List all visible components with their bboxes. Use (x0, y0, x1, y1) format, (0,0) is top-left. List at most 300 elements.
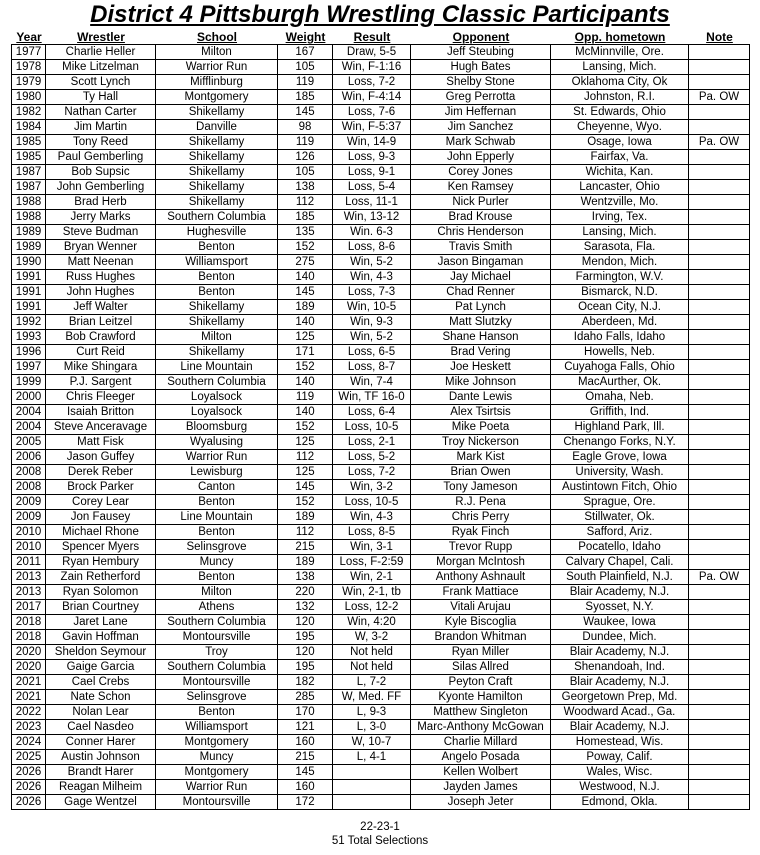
cell-opp-hometown: Idaho Falls, Idaho (551, 330, 689, 345)
table-row (12, 465, 750, 480)
cell-opponent: Morgan McIntosh (411, 555, 551, 570)
page-title: District 4 Pittsburgh Wrestling Classic Participants (90, 1, 670, 28)
table-row (12, 795, 750, 810)
cell-year: 2013 (12, 570, 46, 585)
cell-note: Pa. OW (689, 90, 750, 105)
cell-school: Line Mountain (156, 360, 278, 375)
cell-note (689, 105, 750, 120)
cell-opp-hometown: Oklahoma City, Ok (551, 75, 689, 90)
cell-wrestler: Mike Shingara (46, 360, 156, 375)
cell-note (689, 120, 750, 135)
cell-year: 2018 (12, 630, 46, 645)
cell-school: Southern Columbia (156, 615, 278, 630)
table-row (12, 480, 750, 495)
cell-opponent: Anthony Ashnault (411, 570, 551, 585)
cell-school: Canton (156, 480, 278, 495)
cell-note (689, 720, 750, 735)
table-row (12, 360, 750, 375)
cell-opp-hometown: Wichita, Kan. (551, 165, 689, 180)
cell-opponent: Jay Michael (411, 270, 551, 285)
cell-wrestler: John Hughes (46, 285, 156, 300)
cell-school: Williamsport (156, 720, 278, 735)
cell-weight: 120 (278, 645, 333, 660)
cell-result: L, 4-1 (333, 750, 411, 765)
cell-wrestler: Curt Reid (46, 345, 156, 360)
cell-year: 1990 (12, 255, 46, 270)
cell-opp-hometown: Waukee, Iowa (551, 615, 689, 630)
cell-wrestler: Nathan Carter (46, 105, 156, 120)
cell-year: 1985 (12, 150, 46, 165)
table-row (12, 510, 750, 525)
cell-school: Milton (156, 330, 278, 345)
cell-year: 2018 (12, 615, 46, 630)
cell-opp-hometown: University, Wash. (551, 465, 689, 480)
cell-weight: 275 (278, 255, 333, 270)
cell-opponent: Troy Nickerson (411, 435, 551, 450)
cell-opp-hometown: Stillwater, Ok. (551, 510, 689, 525)
cell-result: Win, 4-3 (333, 510, 411, 525)
cell-year: 2024 (12, 735, 46, 750)
participants-table (11, 44, 750, 810)
header-opp-hometown: Opp. hometown (574, 30, 666, 44)
cell-opponent: Chad Renner (411, 285, 551, 300)
cell-note (689, 645, 750, 660)
cell-weight: 145 (278, 480, 333, 495)
table-row (12, 630, 750, 645)
cell-note (689, 240, 750, 255)
cell-wrestler: Nolan Lear (46, 705, 156, 720)
cell-note (689, 45, 750, 60)
cell-opponent: Marc-Anthony McGowan (411, 720, 551, 735)
cell-note (689, 300, 750, 315)
table-row (12, 405, 750, 420)
cell-opponent: Frank Mattiace (411, 585, 551, 600)
cell-opponent: Mark Schwab (411, 135, 551, 150)
cell-opp-hometown: Bismarck, N.D. (551, 285, 689, 300)
table-row (12, 705, 750, 720)
table-row (12, 765, 750, 780)
cell-school: Benton (156, 705, 278, 720)
cell-opp-hometown: Blair Academy, N.J. (551, 720, 689, 735)
cell-school: Montgomery (156, 765, 278, 780)
cell-opp-hometown: Farmington, W.V. (551, 270, 689, 285)
table-row (12, 390, 750, 405)
cell-year: 1979 (12, 75, 46, 90)
cell-school: Southern Columbia (156, 210, 278, 225)
cell-school: Shikellamy (156, 300, 278, 315)
cell-school: Montgomery (156, 90, 278, 105)
cell-opponent: Joe Heskett (411, 360, 551, 375)
cell-year: 2009 (12, 510, 46, 525)
cell-school: Mifflinburg (156, 75, 278, 90)
cell-year: 2000 (12, 390, 46, 405)
cell-opponent: Jeff Steubing (411, 45, 551, 60)
cell-weight: 138 (278, 570, 333, 585)
cell-school: Shikellamy (156, 345, 278, 360)
cell-wrestler: Scott Lynch (46, 75, 156, 90)
cell-wrestler: Mike Litzelman (46, 60, 156, 75)
cell-note (689, 540, 750, 555)
cell-year: 1992 (12, 315, 46, 330)
cell-weight: 125 (278, 330, 333, 345)
cell-opponent: Angelo Posada (411, 750, 551, 765)
cell-school: Shikellamy (156, 195, 278, 210)
header-result: Result (353, 30, 391, 44)
header-opponent: Opponent (452, 30, 510, 44)
cell-result: Win, F-5:37 (333, 120, 411, 135)
cell-wrestler: Bob Supsic (46, 165, 156, 180)
cell-weight: 171 (278, 345, 333, 360)
cell-opponent: Corey Jones (411, 165, 551, 180)
cell-opp-hometown: McMinnville, Ore. (551, 45, 689, 60)
cell-weight: 98 (278, 120, 333, 135)
table-row (12, 255, 750, 270)
table-row (12, 300, 750, 315)
cell-school: Benton (156, 495, 278, 510)
cell-school: Montoursville (156, 630, 278, 645)
cell-weight: 152 (278, 420, 333, 435)
cell-opponent: Trevor Rupp (411, 540, 551, 555)
cell-school: Shikellamy (156, 150, 278, 165)
cell-year: 2025 (12, 750, 46, 765)
cell-wrestler: Reagan Milheim (46, 780, 156, 795)
cell-note (689, 525, 750, 540)
cell-wrestler: Steve Budman (46, 225, 156, 240)
cell-result: Win, 9-3 (333, 315, 411, 330)
cell-weight: 189 (278, 510, 333, 525)
cell-opp-hometown: Blair Academy, N.J. (551, 675, 689, 690)
table-header (12, 30, 748, 44)
cell-school: Lewisburg (156, 465, 278, 480)
cell-school: Bloomsburg (156, 420, 278, 435)
cell-year: 2021 (12, 675, 46, 690)
table-row (12, 675, 750, 690)
table-row (12, 435, 750, 450)
cell-year: 1980 (12, 90, 46, 105)
cell-wrestler: Austin Johnson (46, 750, 156, 765)
cell-opponent: Jayden James (411, 780, 551, 795)
cell-opponent: Vitali Arujau (411, 600, 551, 615)
cell-wrestler: Matt Fisk (46, 435, 156, 450)
table-row (12, 45, 750, 60)
cell-note (689, 390, 750, 405)
cell-opponent: Mike Poeta (411, 420, 551, 435)
cell-weight: 185 (278, 90, 333, 105)
cell-wrestler: Corey Lear (46, 495, 156, 510)
cell-note (689, 360, 750, 375)
cell-note (689, 750, 750, 765)
cell-opp-hometown: Omaha, Neb. (551, 390, 689, 405)
cell-school: Wyalusing (156, 435, 278, 450)
cell-school: Benton (156, 570, 278, 585)
cell-wrestler: Conner Harer (46, 735, 156, 750)
cell-weight: 132 (278, 600, 333, 615)
cell-opponent: Ken Ramsey (411, 180, 551, 195)
cell-note (689, 600, 750, 615)
cell-school: Southern Columbia (156, 375, 278, 390)
table-row (12, 150, 750, 165)
cell-wrestler: Gage Wentzel (46, 795, 156, 810)
cell-weight: 112 (278, 450, 333, 465)
cell-note (689, 465, 750, 480)
cell-wrestler: Paul Gemberling (46, 150, 156, 165)
cell-year: 1993 (12, 330, 46, 345)
cell-year: 1997 (12, 360, 46, 375)
cell-result: Loss, 6-5 (333, 345, 411, 360)
cell-note (689, 450, 750, 465)
cell-result: Loss, 2-1 (333, 435, 411, 450)
table-row (12, 570, 750, 585)
cell-opponent: Jim Heffernan (411, 105, 551, 120)
cell-result: Loss, 12-2 (333, 600, 411, 615)
cell-wrestler: Cael Crebs (46, 675, 156, 690)
cell-weight: 285 (278, 690, 333, 705)
cell-year: 2021 (12, 690, 46, 705)
cell-school: Williamsport (156, 255, 278, 270)
table-row (12, 750, 750, 765)
header-year: Year (16, 30, 42, 44)
cell-note (689, 660, 750, 675)
cell-result: Loss, F-2:59 (333, 555, 411, 570)
cell-weight: 119 (278, 75, 333, 90)
cell-weight: 215 (278, 750, 333, 765)
table-row (12, 450, 750, 465)
cell-school: Troy (156, 645, 278, 660)
cell-weight: 170 (278, 705, 333, 720)
cell-opp-hometown: Woodward Acad., Ga. (551, 705, 689, 720)
cell-result: Not held (333, 645, 411, 660)
cell-result: Win, F-1:16 (333, 60, 411, 75)
table-row (12, 195, 750, 210)
cell-note (689, 195, 750, 210)
cell-opp-hometown: Griffith, Ind. (551, 405, 689, 420)
cell-opp-hometown: Shenandoah, Ind. (551, 660, 689, 675)
cell-opponent: Matthew Singleton (411, 705, 551, 720)
cell-opponent: Charlie Millard (411, 735, 551, 750)
cell-note (689, 285, 750, 300)
cell-opponent: Kyonte Hamilton (411, 690, 551, 705)
cell-weight: 172 (278, 795, 333, 810)
cell-opponent: Brandon Whitman (411, 630, 551, 645)
cell-result: Loss, 10-5 (333, 495, 411, 510)
cell-result: Loss, 8-6 (333, 240, 411, 255)
cell-result: Loss, 8-7 (333, 360, 411, 375)
cell-year: 1989 (12, 240, 46, 255)
cell-opponent: Shane Hanson (411, 330, 551, 345)
cell-school: Warrior Run (156, 60, 278, 75)
cell-opponent: Silas Allred (411, 660, 551, 675)
cell-wrestler: Nate Schon (46, 690, 156, 705)
cell-wrestler: Bob Crawford (46, 330, 156, 345)
cell-note (689, 690, 750, 705)
cell-note (689, 795, 750, 810)
cell-note (689, 630, 750, 645)
cell-year: 2004 (12, 420, 46, 435)
cell-wrestler: Charlie Heller (46, 45, 156, 60)
cell-wrestler: Jason Guffey (46, 450, 156, 465)
cell-opp-hometown: Dundee, Mich. (551, 630, 689, 645)
cell-weight: 145 (278, 765, 333, 780)
cell-result: Win, 7-4 (333, 375, 411, 390)
cell-weight: 152 (278, 360, 333, 375)
cell-school: Danville (156, 120, 278, 135)
cell-wrestler: Michael Rhone (46, 525, 156, 540)
cell-wrestler: Ryan Solomon (46, 585, 156, 600)
cell-wrestler: John Gemberling (46, 180, 156, 195)
cell-wrestler: Jim Martin (46, 120, 156, 135)
table-row (12, 225, 750, 240)
cell-wrestler: Brock Parker (46, 480, 156, 495)
cell-opp-hometown: Johnston, R.I. (551, 90, 689, 105)
cell-result: W, 3-2 (333, 630, 411, 645)
cell-year: 2008 (12, 480, 46, 495)
table-row (12, 240, 750, 255)
cell-school: Montgomery (156, 735, 278, 750)
cell-wrestler: Bryan Wenner (46, 240, 156, 255)
cell-result: Not held (333, 660, 411, 675)
cell-note (689, 225, 750, 240)
cell-note (689, 765, 750, 780)
cell-note (689, 705, 750, 720)
cell-weight: 182 (278, 675, 333, 690)
cell-opp-hometown: Lancaster, Ohio (551, 180, 689, 195)
cell-note: Pa. OW (689, 570, 750, 585)
cell-weight: 195 (278, 630, 333, 645)
cell-opp-hometown: Sprague, Ore. (551, 495, 689, 510)
table-row (12, 615, 750, 630)
cell-note: Pa. OW (689, 135, 750, 150)
cell-result: Loss, 5-4 (333, 180, 411, 195)
cell-opponent: Joseph Jeter (411, 795, 551, 810)
cell-result: Win, F-4:14 (333, 90, 411, 105)
cell-year: 1996 (12, 345, 46, 360)
cell-opponent: Greg Perrotta (411, 90, 551, 105)
cell-note (689, 615, 750, 630)
footer-record: 22-23-1 (360, 821, 400, 833)
cell-weight: 152 (278, 240, 333, 255)
cell-result: Loss, 7-2 (333, 75, 411, 90)
table-row (12, 105, 750, 120)
cell-year: 1991 (12, 270, 46, 285)
cell-weight: 121 (278, 720, 333, 735)
cell-opponent: Chris Perry (411, 510, 551, 525)
cell-year: 2010 (12, 540, 46, 555)
cell-wrestler: Zain Retherford (46, 570, 156, 585)
cell-result: Loss, 11-1 (333, 195, 411, 210)
table-row (12, 180, 750, 195)
cell-opp-hometown: Irving, Tex. (551, 210, 689, 225)
cell-weight: 140 (278, 270, 333, 285)
cell-year: 1988 (12, 210, 46, 225)
cell-opp-hometown: Mendon, Mich. (551, 255, 689, 270)
cell-wrestler: Cael Nasdeo (46, 720, 156, 735)
cell-year: 2010 (12, 525, 46, 540)
cell-opp-hometown: Sarasota, Fla. (551, 240, 689, 255)
cell-result: Loss, 7-6 (333, 105, 411, 120)
cell-year: 2005 (12, 435, 46, 450)
table-row (12, 165, 750, 180)
cell-school: Shikellamy (156, 315, 278, 330)
cell-school: Benton (156, 525, 278, 540)
cell-note (689, 420, 750, 435)
cell-wrestler: Jerry Marks (46, 210, 156, 225)
cell-opp-hometown: Cuyahoga Falls, Ohio (551, 360, 689, 375)
cell-opponent: Alex Tsirtsis (411, 405, 551, 420)
cell-result (333, 765, 411, 780)
cell-weight: 140 (278, 375, 333, 390)
cell-opp-hometown: Osage, Iowa (551, 135, 689, 150)
table-row (12, 645, 750, 660)
cell-note (689, 255, 750, 270)
cell-wrestler: Ty Hall (46, 90, 156, 105)
cell-weight: 138 (278, 180, 333, 195)
cell-school: Benton (156, 240, 278, 255)
cell-opponent: Nick Purler (411, 195, 551, 210)
cell-note (689, 345, 750, 360)
cell-opp-hometown: Blair Academy, N.J. (551, 645, 689, 660)
cell-result: Loss, 7-3 (333, 285, 411, 300)
cell-year: 2022 (12, 705, 46, 720)
header-weight: Weight (285, 30, 326, 44)
cell-opp-hometown: Cheyenne, Wyo. (551, 120, 689, 135)
cell-wrestler: Chris Fleeger (46, 390, 156, 405)
table-row (12, 720, 750, 735)
cell-weight: 125 (278, 435, 333, 450)
cell-result: Win, 2-1, tb (333, 585, 411, 600)
cell-school: Warrior Run (156, 450, 278, 465)
cell-note (689, 210, 750, 225)
cell-result: Win, 4-3 (333, 270, 411, 285)
cell-result: Win, 10-5 (333, 300, 411, 315)
cell-opponent: Matt Slutzky (411, 315, 551, 330)
cell-opponent: Dante Lewis (411, 390, 551, 405)
header-school: School (196, 30, 237, 44)
participants-table-body (12, 45, 750, 810)
cell-year: 2026 (12, 765, 46, 780)
cell-opp-hometown: Eagle Grove, Iowa (551, 450, 689, 465)
cell-result: Win, 4:20 (333, 615, 411, 630)
cell-school: Milton (156, 45, 278, 60)
cell-year: 1988 (12, 195, 46, 210)
table-row (12, 585, 750, 600)
cell-wrestler: Sheldon Seymour (46, 645, 156, 660)
cell-opponent: Kellen Wolbert (411, 765, 551, 780)
cell-wrestler: P.J. Sargent (46, 375, 156, 390)
cell-weight: 195 (278, 660, 333, 675)
cell-weight: 140 (278, 315, 333, 330)
cell-result (333, 795, 411, 810)
cell-year: 1987 (12, 180, 46, 195)
cell-school: Shikellamy (156, 180, 278, 195)
cell-school: Milton (156, 585, 278, 600)
table-row (12, 330, 750, 345)
cell-weight: 185 (278, 210, 333, 225)
cell-note (689, 60, 750, 75)
cell-opponent: Jim Sanchez (411, 120, 551, 135)
table-row (12, 495, 750, 510)
cell-wrestler: Matt Neenan (46, 255, 156, 270)
cell-wrestler: Spencer Myers (46, 540, 156, 555)
cell-school: Montoursville (156, 675, 278, 690)
table-row (12, 600, 750, 615)
cell-weight: 215 (278, 540, 333, 555)
cell-result: Win, TF 16-0 (333, 390, 411, 405)
table-row (12, 375, 750, 390)
cell-result: Loss, 9-3 (333, 150, 411, 165)
cell-opponent: Hugh Bates (411, 60, 551, 75)
cell-result: Win, 13-12 (333, 210, 411, 225)
table-row (12, 660, 750, 675)
